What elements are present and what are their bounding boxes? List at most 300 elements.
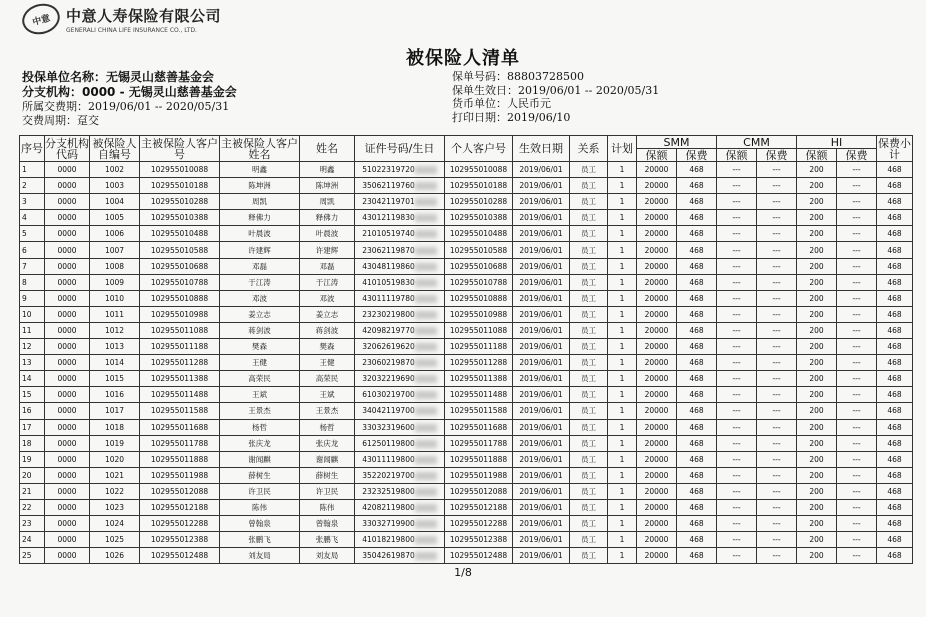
table-cell: 1	[608, 419, 637, 435]
table-cell: 员工	[570, 499, 608, 515]
table-cell: ---	[837, 371, 877, 387]
table-cell: 1025	[90, 532, 140, 548]
table-cell: 468	[877, 387, 913, 403]
table-cell: 员工	[570, 403, 608, 419]
table-cell: 20000	[637, 419, 677, 435]
table-cell: 200	[797, 499, 837, 515]
table-cell: ---	[717, 258, 757, 274]
table-row	[20, 322, 913, 338]
table-cell: 高荣民	[220, 371, 300, 387]
table-cell: 468	[877, 532, 913, 548]
header-hi-sum: 保额	[797, 149, 837, 162]
table-cell: ---	[717, 499, 757, 515]
table-row	[20, 419, 913, 435]
table-cell: 35042619870	[355, 548, 445, 564]
table-cell: 468	[877, 435, 913, 451]
table-cell: 谢闻麒	[220, 451, 300, 467]
table-cell: 陈坤洲	[220, 178, 300, 194]
table-cell: 102955011788	[140, 435, 220, 451]
table-cell: 1	[608, 226, 637, 242]
table-cell: 35220219700	[355, 467, 445, 483]
table-cell: 许卫民	[220, 483, 300, 499]
table-cell: 薛树生	[300, 467, 355, 483]
redaction-blur	[415, 230, 437, 238]
table-row	[20, 371, 913, 387]
table-cell: 200	[797, 516, 837, 532]
header-main-name: 主被保险人客户姓名	[221, 136, 298, 161]
table-cell: 0000	[45, 178, 90, 194]
table-cell: 200	[797, 194, 837, 210]
table-cell: 1006	[90, 226, 140, 242]
header-premium-subtotal: 保费小计	[878, 136, 912, 161]
table-cell: 468	[677, 162, 717, 178]
table-cell: 0000	[45, 290, 90, 306]
table-cell: ---	[717, 274, 757, 290]
logo-emblem-icon: 中意	[19, 0, 63, 38]
table-cell: 谢闻麒	[300, 451, 355, 467]
table-row	[20, 532, 913, 548]
table-row	[20, 274, 913, 290]
table-cell: 薛树生	[220, 467, 300, 483]
table-cell: ---	[837, 306, 877, 322]
table-cell: ---	[757, 194, 797, 210]
branch-info: 分支机构：0000 - 无锡灵山慈善基金会	[22, 85, 237, 99]
header-cmm-premium: 保费	[757, 149, 797, 162]
table-cell: 2019/06/01	[513, 322, 570, 338]
table-cell: 1	[608, 355, 637, 371]
table-cell: 25	[20, 548, 45, 564]
table-cell: 42098219770	[355, 322, 445, 338]
table-cell: 1005	[90, 210, 140, 226]
table-cell: 员工	[570, 419, 608, 435]
table-cell: 200	[797, 467, 837, 483]
table-cell: 0000	[45, 322, 90, 338]
table-cell: 0000	[45, 339, 90, 355]
table-cell: 1	[608, 339, 637, 355]
table-cell: 蒋剑波	[220, 322, 300, 338]
table-cell: 33032719900	[355, 516, 445, 532]
table-cell: ---	[757, 355, 797, 371]
table-cell: 0000	[45, 532, 90, 548]
table-cell: 20000	[637, 258, 677, 274]
table-cell: 2019/06/01	[513, 355, 570, 371]
table-cell: 468	[677, 210, 717, 226]
table-cell: 102955011388	[140, 371, 220, 387]
table-cell: ---	[717, 210, 757, 226]
table-cell: 张庆龙	[220, 435, 300, 451]
table-cell: 1	[608, 178, 637, 194]
table-cell: 200	[797, 162, 837, 178]
table-cell: 23230219800	[355, 306, 445, 322]
table-cell: 468	[877, 226, 913, 242]
table-cell: ---	[837, 178, 877, 194]
table-cell: ---	[717, 371, 757, 387]
table-row	[20, 403, 913, 419]
table-cell: 23232519800	[355, 483, 445, 499]
redaction-blur	[415, 488, 437, 496]
table-cell: 32062619620	[355, 339, 445, 355]
payment-period: 所属交费期：2019/06/01 -- 2020/05/31	[22, 100, 230, 113]
table-cell: 102955011588	[445, 403, 513, 419]
table-cell: ---	[757, 532, 797, 548]
table-cell: 42082119800	[355, 499, 445, 515]
table-cell: 12	[20, 339, 45, 355]
redaction-blur	[415, 440, 437, 448]
redaction-blur	[415, 375, 437, 383]
table-cell: 102955010688	[445, 258, 513, 274]
table-row	[20, 290, 913, 306]
table-cell: 陈伟	[300, 499, 355, 515]
table-cell: 2019/06/01	[513, 499, 570, 515]
table-cell: 102955011288	[445, 355, 513, 371]
table-cell: 员工	[570, 210, 608, 226]
table-cell: 10	[20, 306, 45, 322]
table-cell: 明鑫	[300, 162, 355, 178]
table-cell: 20000	[637, 516, 677, 532]
table-cell: 468	[877, 355, 913, 371]
table-cell: 员工	[570, 322, 608, 338]
table-cell: 张庆龙	[300, 435, 355, 451]
header-branch-code: 分支机构代码	[45, 136, 89, 161]
table-cell: 明鑫	[220, 162, 300, 178]
table-cell: 468	[677, 339, 717, 355]
table-cell: 200	[797, 371, 837, 387]
table-cell: 员工	[570, 387, 608, 403]
table-cell: 14	[20, 371, 45, 387]
table-cell: ---	[717, 532, 757, 548]
table-cell: 1	[608, 162, 637, 178]
table-cell: ---	[757, 306, 797, 322]
table-cell: 1020	[90, 451, 140, 467]
header-name: 姓名	[300, 136, 355, 162]
table-cell: 200	[797, 532, 837, 548]
table-cell: 200	[797, 258, 837, 274]
table-cell: 1026	[90, 548, 140, 564]
table-cell: 468	[677, 355, 717, 371]
table-cell: 2019/06/01	[513, 435, 570, 451]
table-row	[20, 516, 913, 532]
table-cell: 468	[677, 290, 717, 306]
table-cell: 张鹏飞	[300, 532, 355, 548]
table-cell: 102955012488	[445, 548, 513, 564]
table-cell: 468	[677, 226, 717, 242]
table-cell: ---	[837, 194, 877, 210]
table-cell: 1	[608, 242, 637, 258]
table-cell: 2019/06/01	[513, 210, 570, 226]
table-cell: 员工	[570, 194, 608, 210]
table-cell: 468	[877, 548, 913, 564]
table-cell: 468	[677, 178, 717, 194]
table-cell: ---	[757, 451, 797, 467]
payment-cycle: 交费周期：趸交	[22, 114, 99, 127]
table-cell: ---	[837, 162, 877, 178]
table-cell: 2019/06/01	[513, 226, 570, 242]
table-cell: 0000	[45, 274, 90, 290]
table-cell: ---	[717, 467, 757, 483]
table-cell: 17	[20, 419, 45, 435]
table-cell: 102955010588	[140, 242, 220, 258]
table-cell: ---	[757, 419, 797, 435]
table-cell: 1015	[90, 371, 140, 387]
table-cell: 102955011788	[445, 435, 513, 451]
table-cell: 0000	[45, 226, 90, 242]
table-cell: 2019/06/01	[513, 516, 570, 532]
table-cell: 102955010288	[445, 194, 513, 210]
table-cell: 1016	[90, 387, 140, 403]
table-cell: ---	[837, 242, 877, 258]
table-cell: 员工	[570, 258, 608, 274]
table-cell: 102955011688	[445, 419, 513, 435]
table-cell: 1	[20, 162, 45, 178]
redaction-blur	[415, 247, 437, 255]
policy-effective-period: 保单生效日：2019/06/01 -- 2020/05/31	[452, 83, 660, 97]
table-cell: 468	[877, 339, 913, 355]
table-cell: 102955011488	[445, 387, 513, 403]
table-cell: 20000	[637, 435, 677, 451]
table-cell: 102955012288	[445, 516, 513, 532]
table-cell: 8	[20, 274, 45, 290]
table-cell: 2019/06/01	[513, 306, 570, 322]
table-cell: ---	[757, 339, 797, 355]
table-row	[20, 258, 913, 274]
header-effective-date: 生效日期	[513, 136, 570, 162]
header-smm-sum: 保额	[637, 149, 677, 162]
table-cell: 叶晨波	[220, 226, 300, 242]
table-cell: 20000	[637, 226, 677, 242]
table-cell: 20000	[637, 290, 677, 306]
table-cell: 468	[877, 516, 913, 532]
table-cell: 1004	[90, 194, 140, 210]
table-cell: 2	[20, 178, 45, 194]
table-cell: 200	[797, 387, 837, 403]
table-cell: 21	[20, 483, 45, 499]
table-cell: 陈坤洲	[300, 178, 355, 194]
table-cell: 20000	[637, 499, 677, 515]
table-cell: 2019/06/01	[513, 387, 570, 403]
table-cell: 102955012388	[140, 532, 220, 548]
table-cell: 邓波	[300, 290, 355, 306]
table-cell: ---	[717, 162, 757, 178]
table-cell: 1021	[90, 467, 140, 483]
table-cell: 102955011988	[140, 467, 220, 483]
policy-info-right	[452, 70, 659, 124]
table-cell: ---	[837, 532, 877, 548]
table-cell: 王斌	[300, 387, 355, 403]
table-cell: 1008	[90, 258, 140, 274]
table-cell: 20000	[637, 532, 677, 548]
table-cell: 102955012388	[445, 532, 513, 548]
table-cell: 102955012188	[445, 499, 513, 515]
table-cell: 1002	[90, 162, 140, 178]
table-cell: 43012119830	[355, 210, 445, 226]
table-cell: 1010	[90, 290, 140, 306]
table-cell: 许卫民	[300, 483, 355, 499]
table-cell: 20	[20, 467, 45, 483]
table-cell: ---	[837, 290, 877, 306]
table-cell: 0000	[45, 548, 90, 564]
table-cell: 468	[677, 194, 717, 210]
table-cell: 0000	[45, 162, 90, 178]
table-cell: 102955011088	[140, 322, 220, 338]
table-cell: 468	[677, 242, 717, 258]
table-cell: 21010519740	[355, 226, 445, 242]
table-cell: 0000	[45, 194, 90, 210]
table-cell: 1	[608, 290, 637, 306]
table-cell: 32032219690	[355, 371, 445, 387]
table-cell: 2019/06/01	[513, 403, 570, 419]
table-cell: 2019/06/01	[513, 467, 570, 483]
table-row	[20, 306, 913, 322]
table-cell: 杨哲	[220, 419, 300, 435]
table-cell: 102955011588	[140, 403, 220, 419]
redaction-blur	[415, 166, 437, 174]
table-cell: 468	[877, 210, 913, 226]
table-cell: 23060219870	[355, 355, 445, 371]
table-cell: 20000	[637, 339, 677, 355]
table-cell: 3	[20, 194, 45, 210]
table-cell: ---	[757, 242, 797, 258]
table-cell: ---	[717, 322, 757, 338]
table-cell: ---	[837, 210, 877, 226]
table-cell: 468	[677, 499, 717, 515]
redaction-blur	[415, 214, 437, 222]
table-cell: 102955010488	[140, 226, 220, 242]
table-cell: 468	[877, 242, 913, 258]
table-cell: 员工	[570, 339, 608, 355]
table-cell: 员工	[570, 355, 608, 371]
table-cell: ---	[837, 355, 877, 371]
table-cell: 曾翰泉	[300, 516, 355, 532]
table-cell: 许建辉	[220, 242, 300, 258]
header-smm-premium: 保费	[677, 149, 717, 162]
table-cell: 102955010188	[140, 178, 220, 194]
table-cell: ---	[757, 210, 797, 226]
table-row	[20, 435, 913, 451]
table-cell: 1	[608, 499, 637, 515]
table-cell: 102955010088	[445, 162, 513, 178]
table-cell: 1	[608, 467, 637, 483]
table-row	[20, 467, 913, 483]
table-cell: 468	[877, 403, 913, 419]
table-cell: 20000	[637, 178, 677, 194]
table-cell: 蒋剑波	[300, 322, 355, 338]
table-cell: ---	[717, 387, 757, 403]
table-cell: 468	[877, 483, 913, 499]
table-cell: 1	[608, 532, 637, 548]
table-cell: 员工	[570, 532, 608, 548]
table-cell: 23	[20, 516, 45, 532]
redaction-blur	[415, 327, 437, 335]
table-cell: 0000	[45, 403, 90, 419]
table-cell: 102955010588	[445, 242, 513, 258]
header-hi: HI	[797, 136, 877, 149]
table-cell: 34042119700	[355, 403, 445, 419]
table-cell: ---	[717, 178, 757, 194]
table-cell: 20000	[637, 403, 677, 419]
table-cell: 员工	[570, 306, 608, 322]
table-cell: 1003	[90, 178, 140, 194]
table-cell: 0000	[45, 483, 90, 499]
table-cell: 杨哲	[300, 419, 355, 435]
redaction-blur	[415, 198, 437, 206]
table-row	[20, 548, 913, 564]
table-cell: 1	[608, 387, 637, 403]
table-cell: 200	[797, 274, 837, 290]
table-cell: 释佛力	[300, 210, 355, 226]
table-cell: 43011119780	[355, 290, 445, 306]
table-cell: 200	[797, 226, 837, 242]
document-title: 被保险人清单	[406, 48, 520, 69]
table-cell: 员工	[570, 371, 608, 387]
table-cell: 468	[677, 322, 717, 338]
table-cell: 11	[20, 322, 45, 338]
redaction-blur	[415, 424, 437, 432]
table-cell: 20000	[637, 242, 677, 258]
table-cell: 1011	[90, 306, 140, 322]
table-cell: 468	[877, 322, 913, 338]
table-cell: 468	[877, 194, 913, 210]
table-cell: 2019/06/01	[513, 371, 570, 387]
table-cell: 102955011188	[445, 339, 513, 355]
table-cell: 0000	[45, 242, 90, 258]
table-cell: 2019/06/01	[513, 451, 570, 467]
table-cell: 员工	[570, 467, 608, 483]
table-cell: 102955011088	[445, 322, 513, 338]
table-cell: 1017	[90, 403, 140, 419]
table-cell: 102955011988	[445, 467, 513, 483]
table-cell: 0000	[45, 210, 90, 226]
table-cell: 2019/06/01	[513, 162, 570, 178]
redaction-blur	[415, 263, 437, 271]
table-cell: 刘友局	[300, 548, 355, 564]
header-smm: SMM	[637, 136, 717, 149]
table-cell: 陈伟	[220, 499, 300, 515]
table-cell: ---	[757, 435, 797, 451]
table-cell: 20000	[637, 483, 677, 499]
table-cell: 102955010688	[140, 258, 220, 274]
table-cell: 20000	[637, 451, 677, 467]
table-cell: 4	[20, 210, 45, 226]
table-cell: 102955010188	[445, 178, 513, 194]
table-cell: 2019/06/01	[513, 242, 570, 258]
table-cell: 15	[20, 387, 45, 403]
table-row	[20, 178, 913, 194]
company-name: 中意人寿保险有限公司	[66, 6, 222, 25]
table-cell: 张鹏飞	[220, 532, 300, 548]
table-cell: 102955011188	[140, 339, 220, 355]
table-cell: 468	[677, 548, 717, 564]
table-cell: 王景杰	[220, 403, 300, 419]
table-cell: 许建辉	[300, 242, 355, 258]
table-cell: 23062119870	[355, 242, 445, 258]
table-cell: 20000	[637, 274, 677, 290]
table-cell: ---	[717, 419, 757, 435]
table-cell: 102955012088	[140, 483, 220, 499]
table-cell: 2019/06/01	[513, 194, 570, 210]
table-cell: 200	[797, 210, 837, 226]
table-cell: 0000	[45, 355, 90, 371]
header-id-birth: 证件号码/生日	[355, 136, 445, 162]
table-cell: 35062119760	[355, 178, 445, 194]
table-cell: 102955010788	[445, 274, 513, 290]
table-cell: 0000	[45, 499, 90, 515]
table-cell: ---	[717, 355, 757, 371]
table-cell: 468	[677, 403, 717, 419]
table-cell: 41018219800	[355, 532, 445, 548]
table-cell: 200	[797, 242, 837, 258]
table-cell: 468	[677, 258, 717, 274]
table-cell: 周凯	[220, 194, 300, 210]
